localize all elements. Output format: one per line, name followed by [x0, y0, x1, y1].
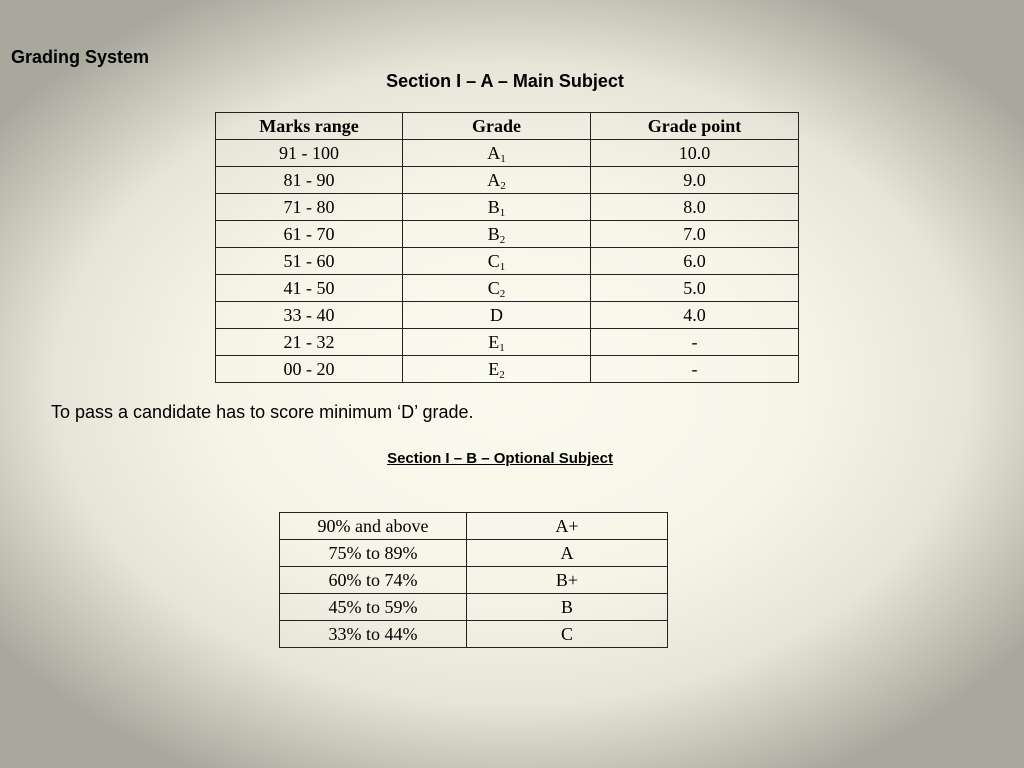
grade-subscript: 2 [500, 180, 506, 192]
page-title: Grading System [11, 47, 150, 67]
grade-cell: B [467, 594, 668, 621]
grade-point-cell: 10.0 [591, 140, 799, 167]
column-header-grade-point: Grade point [591, 113, 799, 140]
percentage-range-cell: 33% to 44% [280, 621, 467, 648]
grade-letter: E [488, 332, 500, 352]
table-row [216, 302, 799, 329]
table-row [216, 221, 799, 248]
grade-point-cell: - [591, 329, 799, 356]
grade-cell: A [467, 540, 668, 567]
marks-range-cell: 21 - 32 [216, 329, 403, 356]
grade-letter: B [487, 224, 500, 244]
percentage-range-cell: 75% to 89% [280, 540, 467, 567]
grade-cell: B+ [467, 567, 668, 594]
marks-range-cell: 41 - 50 [216, 275, 403, 302]
column-header-grade: Grade [403, 113, 591, 140]
grade-point-cell: 6.0 [591, 248, 799, 275]
table-row [216, 167, 799, 194]
column-header-marks-range: Marks range [216, 113, 403, 140]
marks-range-cell: 33 - 40 [216, 302, 403, 329]
grade-letter: B [487, 197, 500, 217]
pass-note: To pass a candidate has to score minimum ‘D’ grade. [51, 402, 474, 422]
grade-point-cell: - [591, 356, 799, 383]
table-row [216, 194, 799, 221]
grade-cell [403, 329, 591, 356]
section-a-title: Section I – A – Main Subject [386, 71, 624, 91]
marks-range-cell: 81 - 90 [216, 167, 403, 194]
grade-point-cell: 9.0 [591, 167, 799, 194]
section-b-title: Section I – B – Optional Subject [387, 450, 613, 467]
marks-range-cell: 91 - 100 [216, 140, 403, 167]
table-row [280, 621, 668, 648]
grade-subscript: 1 [500, 153, 506, 165]
grade-letter: C [487, 251, 500, 271]
table-header-row [216, 113, 799, 140]
grade-subscript: 2 [499, 234, 506, 246]
grade-cell [403, 140, 591, 167]
grade-point-cell: 5.0 [591, 275, 799, 302]
table-row [280, 567, 668, 594]
grade-cell [403, 302, 591, 329]
marks-range-cell: 51 - 60 [216, 248, 403, 275]
main-subject-grade-table [215, 112, 799, 383]
grade-letter: D [490, 305, 503, 325]
grade-cell: A+ [467, 513, 668, 540]
grade-subscript: 2 [499, 288, 506, 300]
grade-cell [403, 194, 591, 221]
percentage-range-cell: 60% to 74% [280, 567, 467, 594]
marks-range-cell: 61 - 70 [216, 221, 403, 248]
grade-cell [403, 275, 591, 302]
table-row [280, 594, 668, 621]
grade-subscript: 1 [499, 261, 506, 273]
table-row [216, 248, 799, 275]
marks-range-cell: 71 - 80 [216, 194, 403, 221]
grade-letter: C [487, 278, 500, 298]
grade-cell [403, 356, 591, 383]
grade-cell [403, 221, 591, 248]
table-row [216, 275, 799, 302]
optional-subject-grade-table [279, 512, 668, 648]
percentage-range-cell: 90% and above [280, 513, 467, 540]
grade-point-cell: 8.0 [591, 194, 799, 221]
table-row [216, 140, 799, 167]
grade-cell: C [467, 621, 668, 648]
table-row [216, 356, 799, 383]
percentage-range-cell: 45% to 59% [280, 594, 467, 621]
table-row [280, 540, 668, 567]
grade-letter: A [487, 170, 501, 190]
grade-cell [403, 167, 591, 194]
grade-cell [403, 248, 591, 275]
grade-point-cell: 4.0 [591, 302, 799, 329]
grade-letter: E [488, 359, 500, 379]
grade-subscript: 2 [499, 369, 505, 381]
table-row [216, 329, 799, 356]
table-row [280, 513, 668, 540]
grade-letter: A [487, 143, 501, 163]
marks-range-cell: 00 - 20 [216, 356, 403, 383]
grade-subscript: 1 [499, 207, 506, 219]
grade-point-cell: 7.0 [591, 221, 799, 248]
grade-subscript: 1 [499, 342, 505, 354]
